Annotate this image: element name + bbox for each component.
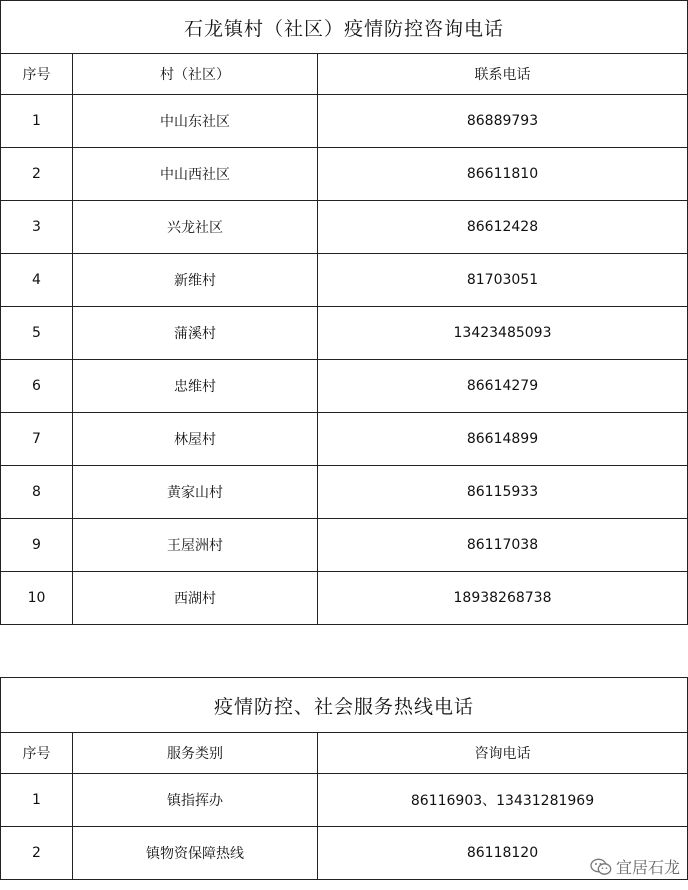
table-row [1, 95, 688, 148]
row-phone: 86118120 [318, 827, 688, 880]
header-index: 序号 [1, 733, 73, 774]
watermark [590, 855, 680, 878]
row-phone: 86614279 [318, 360, 688, 413]
row-index: 1 [1, 774, 73, 827]
row-community: 忠维村 [73, 360, 318, 413]
table-row [1, 201, 688, 254]
table-row [1, 774, 688, 827]
service-hotline-table [0, 677, 688, 880]
row-community: 王屋洲村 [73, 519, 318, 572]
row-phone: 13423485093 [318, 307, 688, 360]
row-community: 新维村 [73, 254, 318, 307]
row-community: 蒲溪村 [73, 307, 318, 360]
row-phone: 86117038 [318, 519, 688, 572]
row-community: 西湖村 [73, 572, 318, 625]
table-row [1, 413, 688, 466]
row-community: 兴龙社区 [73, 201, 318, 254]
row-index: 3 [1, 201, 73, 254]
row-index: 8 [1, 466, 73, 519]
row-community: 林屋村 [73, 413, 318, 466]
row-index: 6 [1, 360, 73, 413]
row-phone: 18938268738 [318, 572, 688, 625]
table-row [1, 254, 688, 307]
row-index: 5 [1, 307, 73, 360]
row-index: 2 [1, 827, 73, 880]
table-row [1, 827, 688, 880]
row-index: 9 [1, 519, 73, 572]
row-community: 黄家山村 [73, 466, 318, 519]
row-phone: 86115933 [318, 466, 688, 519]
row-phone: 86116903、13431281969 [318, 774, 688, 827]
table-row [1, 360, 688, 413]
row-index: 2 [1, 148, 73, 201]
row-phone: 86612428 [318, 201, 688, 254]
row-phone: 86611810 [318, 148, 688, 201]
row-service-category: 镇指挥办 [73, 774, 318, 827]
header-index: 序号 [1, 54, 73, 95]
row-service-category: 镇物资保障热线 [73, 827, 318, 880]
table-row [1, 572, 688, 625]
table-row [1, 148, 688, 201]
row-community: 中山西社区 [73, 148, 318, 201]
row-phone: 86889793 [318, 95, 688, 148]
table1-header-row [1, 54, 688, 95]
row-index: 7 [1, 413, 73, 466]
table-row [1, 307, 688, 360]
row-index: 4 [1, 254, 73, 307]
table1-title: 石龙镇村（社区）疫情防控咨询电话 [1, 1, 688, 54]
row-phone: 81703051 [318, 254, 688, 307]
row-index: 10 [1, 572, 73, 625]
table2-header-row [1, 733, 688, 774]
watermark-text: 宜居石龙 [615, 858, 680, 877]
wechat-icon [590, 858, 612, 876]
table-row [1, 519, 688, 572]
row-community: 中山东社区 [73, 95, 318, 148]
header-phone: 联系电话 [318, 54, 688, 95]
row-phone: 86614899 [318, 413, 688, 466]
header-consult-phone: 咨询电话 [318, 733, 688, 774]
table-row [1, 466, 688, 519]
row-index: 1 [1, 95, 73, 148]
header-community: 村（社区） [73, 54, 318, 95]
table2-title: 疫情防控、社会服务热线电话 [1, 678, 688, 733]
header-service-category: 服务类别 [73, 733, 318, 774]
